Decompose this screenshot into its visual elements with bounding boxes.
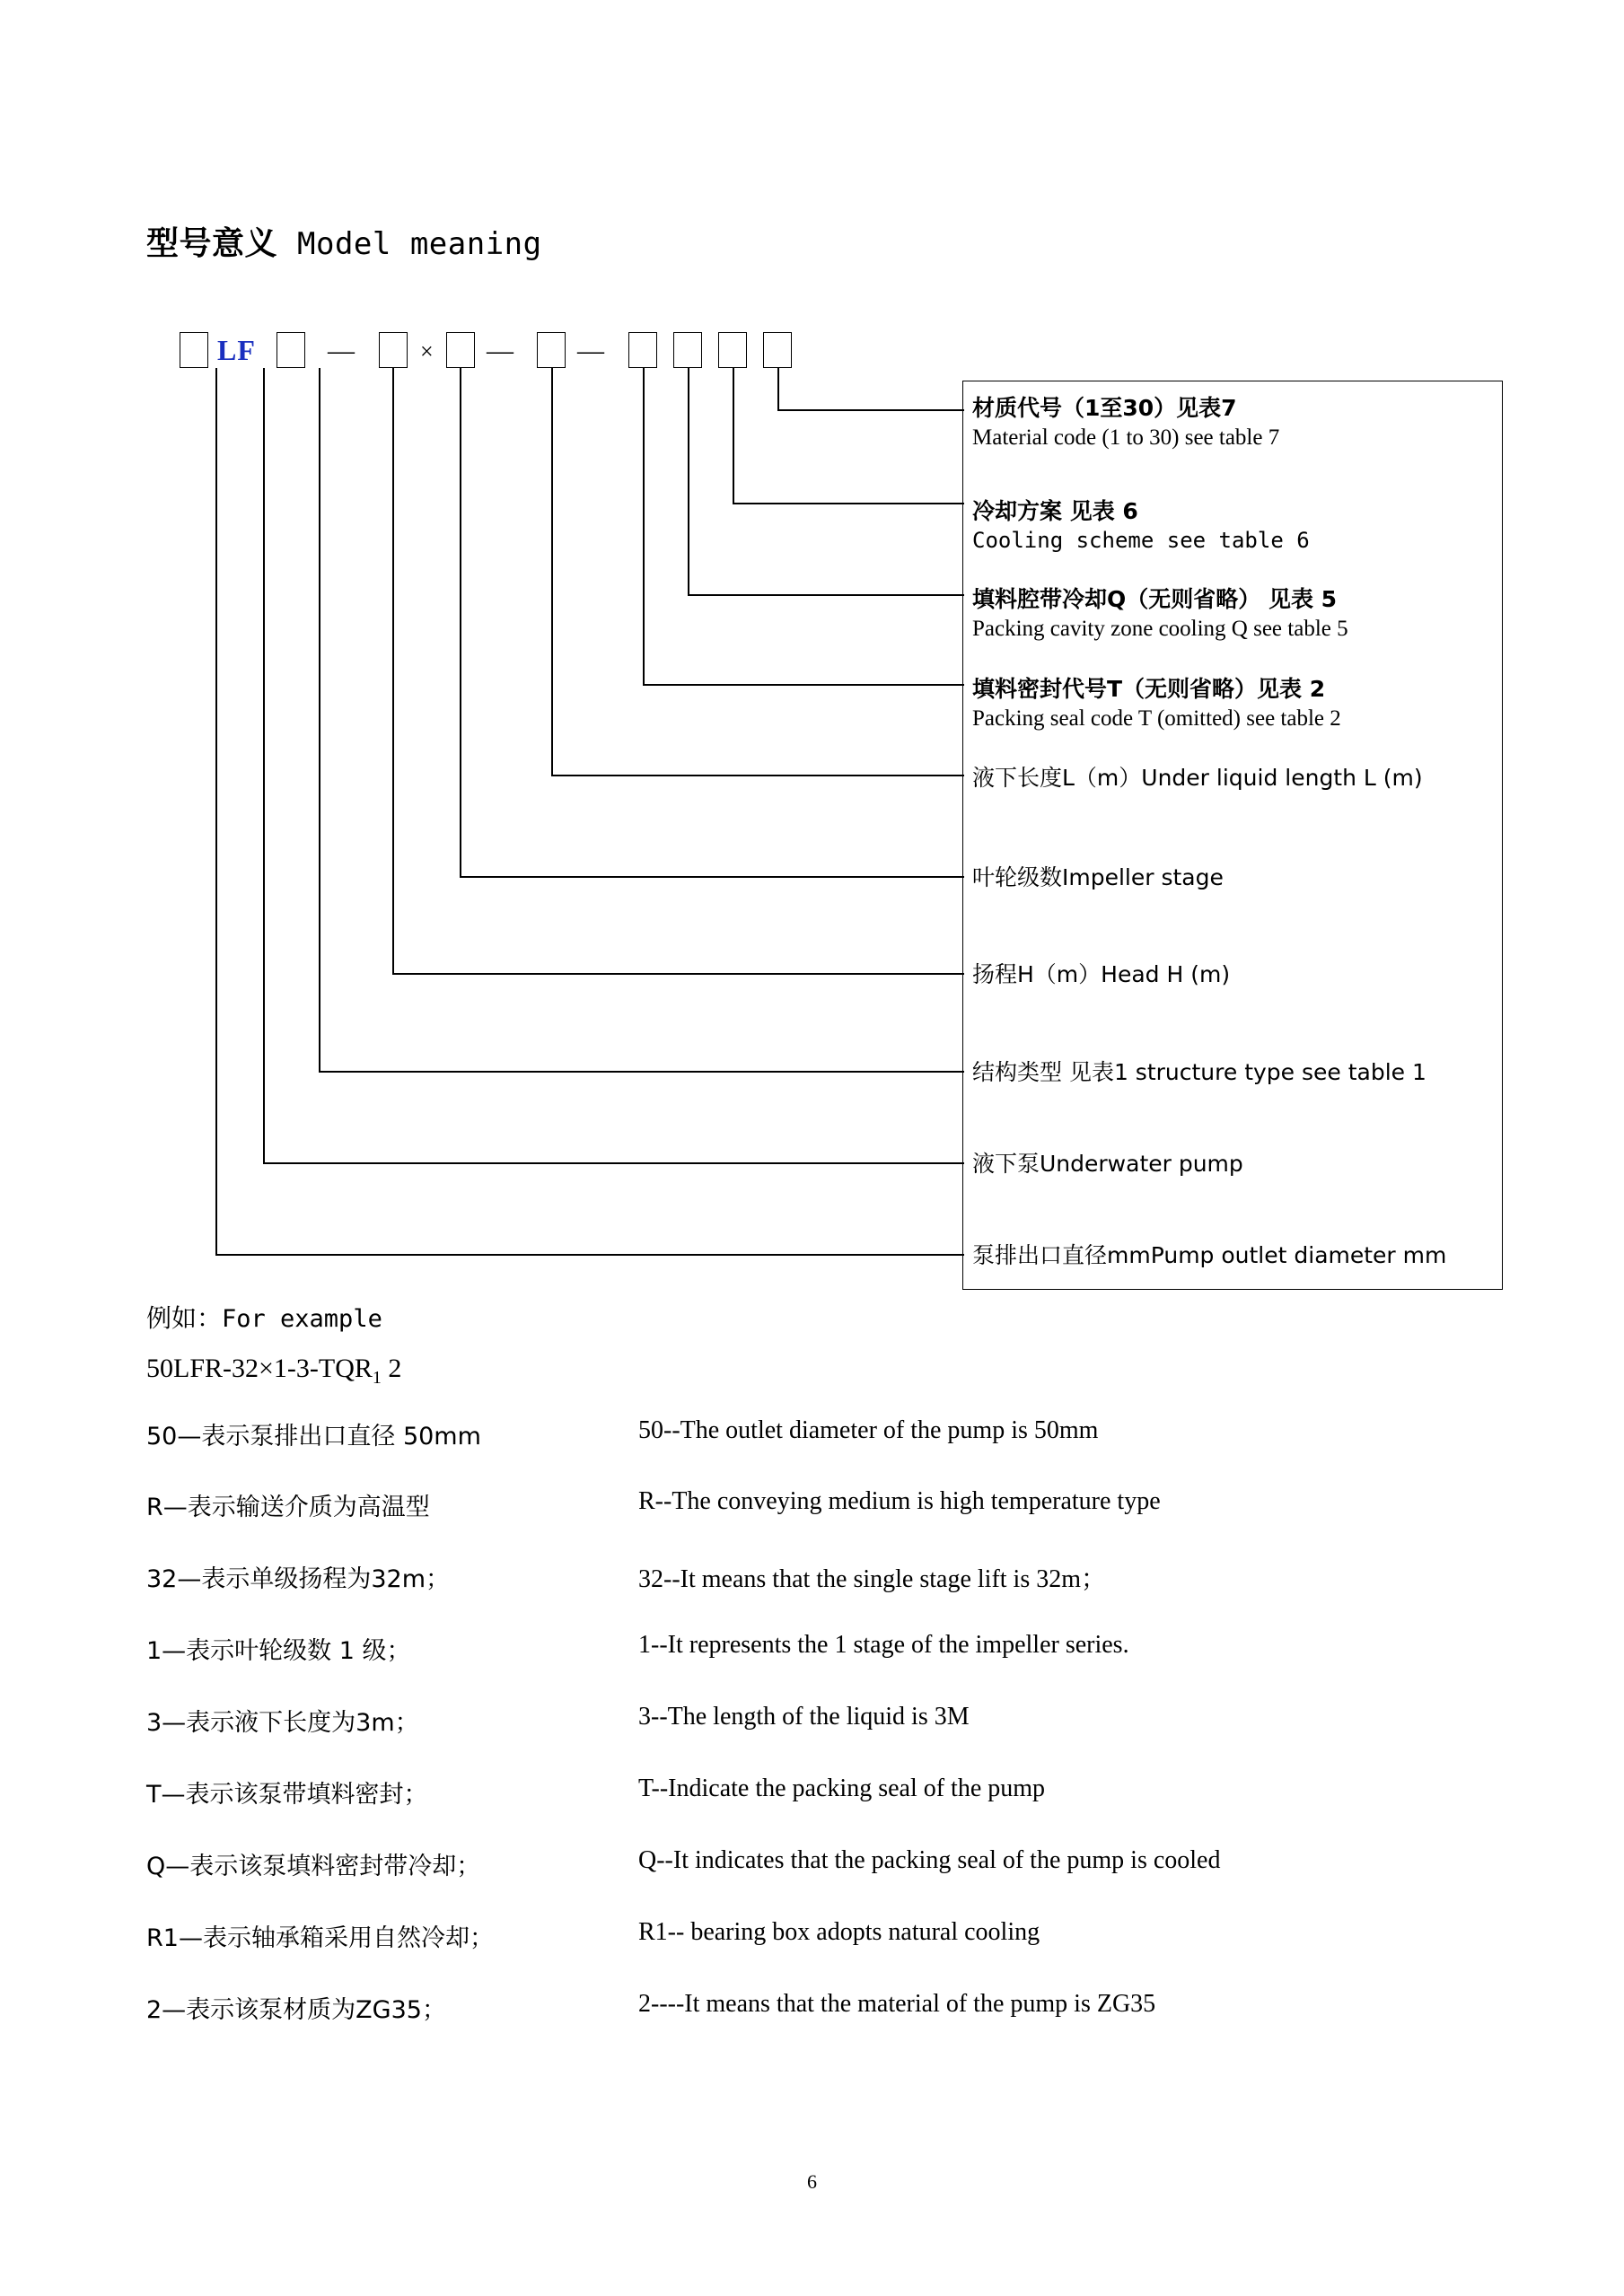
example-row-en: 32--It means that the single stage lift is 32m； — [638, 1565, 1107, 1593]
callout-head-text: 扬程H（m）Head H (m) — [972, 961, 1231, 987]
callout-material-code — [972, 393, 1279, 452]
callout-material-code-en: Material code (1 to 30) see table 7 — [972, 425, 1280, 450]
example-row-cn: 1—表示叶轮级数 1 级； — [146, 1637, 411, 1665]
example-heading — [146, 1299, 382, 1335]
callout-outlet-diameter-text: 泵排出口直径mmPump outlet diameter mm — [972, 1242, 1447, 1268]
example-row-en: 50--The outlet diameter of the pump is 50mm — [638, 1416, 1099, 1444]
leader-hline-under-liquid — [551, 775, 964, 776]
code-box-under-liquid-length — [537, 332, 566, 368]
leader-hline-outlet-diameter — [215, 1254, 964, 1256]
example-row — [146, 1846, 1493, 1884]
example-row-cn: 50—表示泵排出口直径 50mm — [146, 1423, 481, 1450]
page-title-en: Model meaning — [297, 226, 542, 262]
callout-underwater-pump — [972, 1149, 1243, 1179]
leader-vline-head — [392, 368, 394, 973]
callout-head — [972, 960, 1230, 989]
leader-vline-outlet-diameter — [215, 368, 217, 1254]
page-title — [146, 218, 542, 264]
leader-vline-packing-cavity — [688, 368, 689, 594]
code-box-structure-type — [277, 332, 305, 368]
code-box-material-code — [763, 332, 792, 368]
callout-impeller-stage-text: 叶轮级数Impeller stage — [972, 864, 1224, 890]
code-times-sign: × — [420, 338, 434, 364]
code-box-impeller-stage — [446, 332, 475, 368]
example-row-cn: Q—表示该泵填料密封带冷却； — [146, 1853, 481, 1880]
code-box-outlet-diameter — [180, 332, 208, 368]
example-model-code — [146, 1354, 401, 1389]
example-model-subscript: 1 — [372, 1368, 382, 1388]
example-row-en: 2----It means that the material of the pump is ZG35 — [638, 1990, 1156, 2018]
leader-vline-material — [777, 368, 779, 409]
callout-cooling-scheme-en: Cooling scheme see table 6 — [972, 528, 1310, 553]
callout-packing-cavity-cooling — [972, 584, 1348, 644]
code-box-cooling-scheme — [718, 332, 747, 368]
leader-hline-material — [777, 409, 964, 411]
leader-vline-under-liquid — [551, 368, 553, 775]
example-model-main: 50LFR-32×1-3-TQR — [146, 1354, 373, 1383]
callout-packing-seal-code-cn: 填料密封代号T（无则省略）见表 2 — [972, 676, 1326, 702]
leader-hline-impeller — [460, 876, 964, 878]
example-heading-en: For example — [222, 1305, 382, 1333]
example-row-en: T--Indicate the packing seal of the pump — [638, 1775, 1046, 1802]
callout-under-liquid-length-text: 液下长度L（m）Under liquid length L (m) — [972, 765, 1423, 791]
example-row — [146, 1990, 1493, 2028]
callout-cooling-scheme — [972, 496, 1310, 556]
callout-packing-seal-code — [972, 674, 1341, 733]
example-row-en: R--The conveying medium is high temperature type — [638, 1487, 1161, 1515]
leader-hline-packing-seal — [643, 684, 964, 686]
callout-outlet-diameter — [972, 1240, 1446, 1270]
code-dash-2: — — [487, 336, 514, 365]
leader-hline-underwater-pump — [263, 1162, 964, 1164]
callout-material-code-cn: 材质代号（1至30）见表7 — [972, 395, 1237, 421]
example-row — [146, 1918, 1493, 1956]
page-title-cn: 型号意义 — [146, 225, 278, 262]
code-dash-1: — — [328, 336, 355, 365]
example-row — [146, 1559, 1493, 1597]
leader-hline-structure — [319, 1071, 964, 1073]
code-box-packing-cavity-cooling — [673, 332, 702, 368]
callout-impeller-stage — [972, 863, 1224, 892]
example-row-cn: 2—表示该泵材质为ZG35； — [146, 1996, 446, 2024]
example-model-tail: 2 — [381, 1354, 402, 1383]
example-row — [146, 1416, 1493, 1454]
callout-under-liquid-length — [972, 763, 1423, 793]
callout-cooling-scheme-cn: 冷却方案 见表 6 — [972, 498, 1138, 524]
code-box-head — [379, 332, 408, 368]
leader-hline-head — [392, 973, 964, 975]
example-row-en: 1--It represents the 1 stage of the impeller series. — [638, 1631, 1129, 1659]
example-row-cn: R1—表示轴承箱采用自然冷却； — [146, 1924, 494, 1952]
leader-vline-impeller — [460, 368, 461, 876]
page-number: 6 — [807, 2170, 817, 2193]
example-row-cn: 32—表示单级扬程为32m； — [146, 1565, 451, 1593]
callout-structure-type — [972, 1057, 1426, 1087]
leader-vline-underwater-pump — [263, 368, 265, 1162]
example-row — [146, 1631, 1493, 1669]
example-row-en: R1-- bearing box adopts natural cooling — [638, 1918, 1040, 1946]
example-row-cn: R—表示输送介质为高温型 — [146, 1494, 430, 1521]
callout-packing-seal-code-en: Packing seal code T (omitted) see table 2 — [972, 706, 1341, 731]
example-row-cn: T—表示该泵带填料密封； — [146, 1781, 428, 1809]
code-dash-3: — — [577, 336, 604, 365]
callout-structure-type-text: 结构类型 见表1 structure type see table 1 — [972, 1059, 1426, 1085]
example-row-en: 3--The length of the liquid is 3M — [638, 1703, 970, 1731]
leader-vline-cooling — [733, 368, 734, 503]
code-label-lf: LF — [217, 334, 256, 366]
callout-packing-cavity-cooling-en: Packing cavity zone cooling Q see table 5 — [972, 617, 1348, 641]
example-heading-cn: 例如： — [146, 1303, 223, 1333]
callout-packing-cavity-cooling-cn: 填料腔带冷却Q（无则省略） 见表 5 — [972, 586, 1338, 612]
leader-hline-packing-cavity — [688, 594, 964, 596]
leader-vline-structure — [319, 368, 320, 1071]
leader-vline-packing-seal — [643, 368, 645, 684]
example-row-en: Q--It indicates that the packing seal of the pump is cooled — [638, 1846, 1221, 1874]
callout-underwater-pump-text: 液下泵Underwater pump — [972, 1151, 1243, 1177]
example-row — [146, 1703, 1493, 1740]
example-row — [146, 1775, 1493, 1812]
example-row-cn: 3—表示液下长度为3m； — [146, 1709, 419, 1737]
code-box-packing-seal — [628, 332, 657, 368]
example-row — [146, 1487, 1493, 1525]
leader-hline-cooling — [733, 503, 964, 504]
